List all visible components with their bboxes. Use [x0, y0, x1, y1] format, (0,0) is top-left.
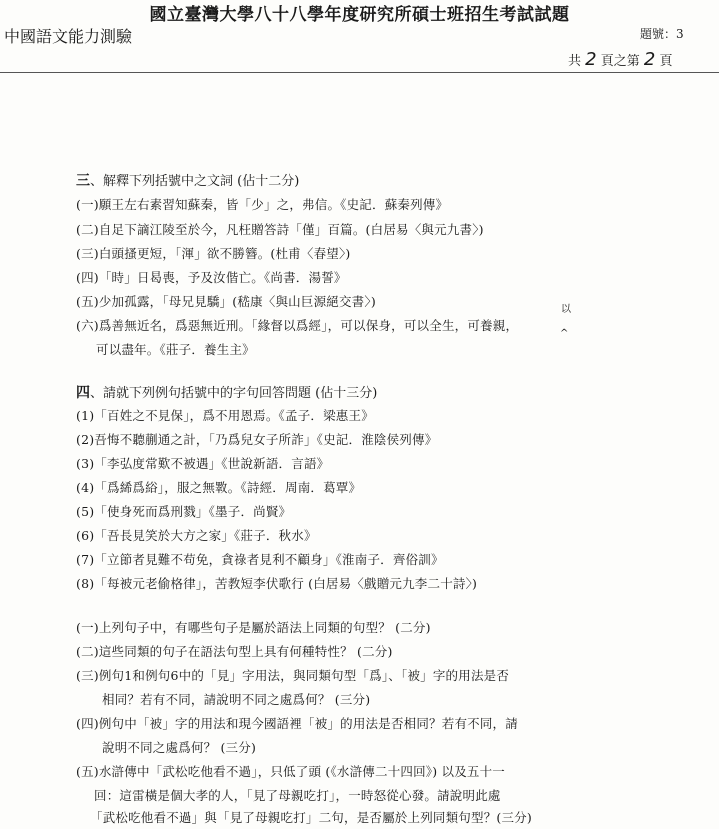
s3-item-6-cont: 可以盡年。《莊子．養生主》 — [96, 342, 255, 357]
page-suffix: 頁 — [659, 54, 673, 69]
page-info — [568, 49, 673, 70]
s4-question-2: (二)這些同類的句子在語法句型上具有何種特性？ (二分) — [76, 644, 393, 659]
s4-question-3: (三)例句1和例句6中的「見」字用法，與同類句型「爲」、「被」字的用法是否 — [76, 668, 510, 683]
question-no-label: 題號： — [640, 27, 677, 41]
s3-item-2: (二)自足下謫江陵至於今，凡枉贈答詩「僅」百篇。(白居易〈與元九書〉) — [76, 222, 484, 237]
s4-question-1: (一)上列句子中，有哪些句子是屬於語法上同類的句型？ (二分) — [76, 620, 431, 635]
section3-heading-text: 、解釋下列括號中之文詞 (佔十二分) — [90, 174, 300, 189]
page-middle: 頁之第 — [600, 54, 640, 69]
s4-question-3-cont: 相同？若有不同，請說明不同之處爲何？ (三分) — [102, 692, 371, 707]
s3-item-6: (六)爲善無近名，爲惡無近刑。「緣督以爲經」，可以保身，可以全生，可養親， — [76, 318, 519, 333]
s4-question-5-cont-1: 回：這雷橫是個大孝的人，「見了母親吃打」，一時怒從心發。請說明此處 — [94, 788, 501, 803]
page-prefix: 共 — [568, 54, 582, 69]
section4-heading-text: 、請就下列例句括號中的字句回答問題 (佔十三分) — [90, 386, 378, 401]
s3-item-4: (四)「時」日曷喪，予及汝偕亡。《尚書．湯誓》 — [76, 270, 347, 285]
s4-example-3: (3)「李弘度常歎不被遇」《世說新語．言語》 — [76, 456, 330, 471]
s4-question-4: (四)例句中「被」字的用法和現今國語裡「被」的用法是否相同？若有不同，請 — [76, 716, 518, 731]
header-divider — [0, 72, 719, 73]
s4-example-4: (4)「爲絺爲綌」，服之無斁。《詩經．周南．葛覃》 — [76, 480, 362, 495]
total-pages: 2 — [585, 49, 597, 70]
section3-heading — [76, 170, 299, 190]
current-page: 2 — [643, 49, 656, 70]
question-number — [640, 25, 684, 42]
s4-example-5: (5)「使身死而爲刑戮」《墨子．尚賢》 — [76, 504, 292, 519]
exam-subject: 中國語文能力測驗 — [4, 27, 133, 46]
section3-number: 三 — [76, 173, 90, 189]
section4-number: 四 — [76, 385, 90, 401]
s4-example-7: (7)「立節者見難不苟免，貪祿者見利不顧身」《淮南子．齊俗訓》 — [76, 552, 444, 567]
s4-example-1: (1)「百姓之不見保」，爲不用恩焉。《孟子．梁惠王》 — [76, 408, 374, 423]
caret-mark: ^ — [560, 328, 569, 339]
s4-example-8: (8)「每被元老偷格律」，苦教短李伏歌行 (白居易〈戲贈元九李二十詩〉) — [76, 576, 478, 591]
s4-example-2: (2)吾悔不聽蒯通之計，「乃爲兒女子所詐」《史記．淮陰侯列傳》 — [76, 432, 438, 447]
question-no-value: 3 — [676, 27, 684, 41]
section4-heading — [76, 382, 377, 402]
exam-title: 國立臺灣大學八十八學年度研究所碩士班招生考試試題 — [149, 5, 570, 25]
s4-question-4-cont: 說明不同之處爲何？ (三分) — [102, 740, 257, 755]
s3-item-3: (三)白頭搔更短，「渾」欲不勝簪。(杜甫〈春望〉) — [76, 246, 351, 261]
s3-item-5: (五)少加孤露，「母兄見驕」(嵇康〈與山巨源絕交書〉) — [76, 294, 376, 309]
s4-example-6: (6)「吾長見笑於大方之家」《莊子．秋水》 — [76, 528, 317, 543]
s4-question-5-cont-2: 「武松吃他看不過」與「見了母親吃打」二句，是否屬於上列同類句型？(三分) — [90, 810, 532, 825]
s4-question-5: (五)水滸傳中「武松吃他看不過」，只低了頭 (《水滸傳二十四回》) 以及五十一 — [76, 764, 506, 779]
insert-mark: 以 — [561, 304, 571, 315]
s3-item-1: (一)願王左右素習知蘇秦，皆「少」之，弗信。《史記．蘇秦列傳》 — [76, 197, 449, 212]
